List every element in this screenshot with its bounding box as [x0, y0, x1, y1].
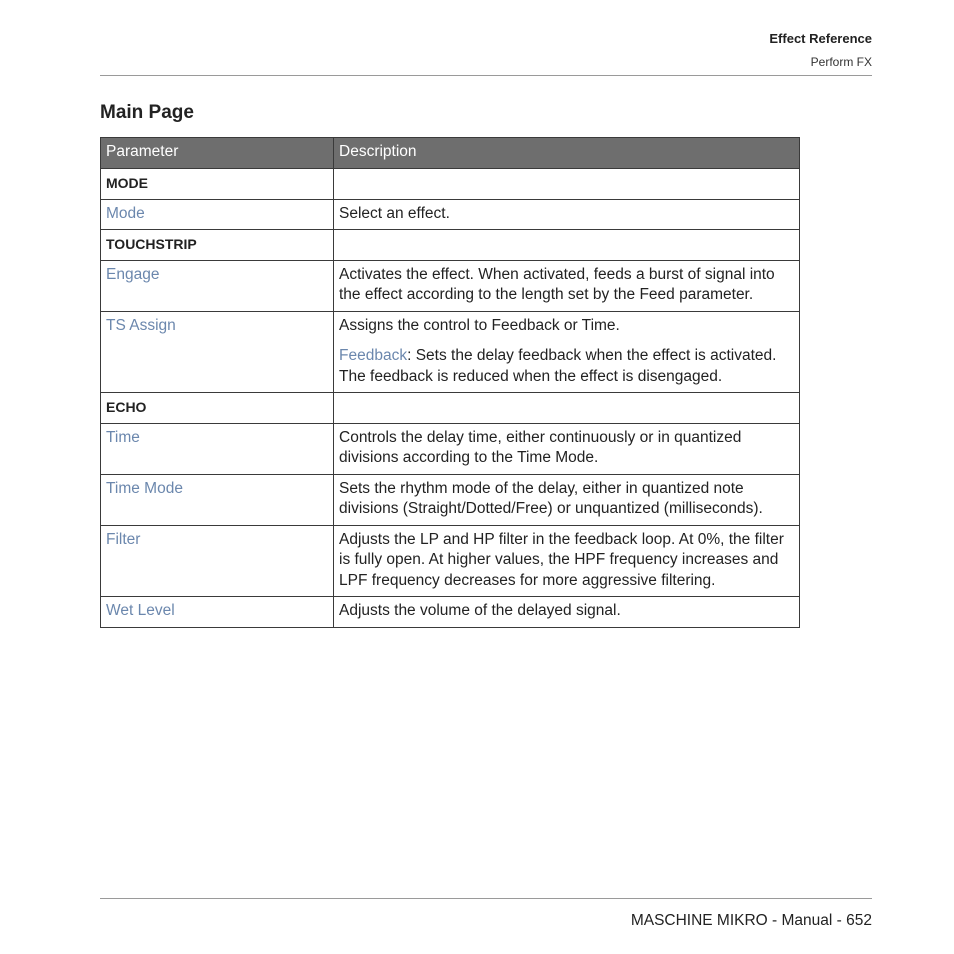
- table-row: [101, 597, 800, 628]
- category-empty-cell: [334, 230, 800, 261]
- footer-divider: [100, 898, 872, 899]
- description-subtext: [339, 346, 794, 387]
- param-link-wet-level[interactable]: Wet Level: [101, 597, 334, 628]
- param-description: [334, 311, 800, 393]
- category-empty-cell: [334, 169, 800, 200]
- param-description: [334, 199, 800, 230]
- param-link-engage[interactable]: Engage: [101, 260, 334, 311]
- param-description: [334, 474, 800, 525]
- param-link-ts-assign[interactable]: TS Assign: [101, 311, 334, 393]
- param-description: [334, 260, 800, 311]
- category-empty-cell: [334, 393, 800, 424]
- category-label: ECHO: [101, 393, 334, 424]
- page-footer: MASCHINE MIKRO - Manual - 652: [630, 912, 872, 929]
- page-header-subtitle: Perform FX: [810, 55, 872, 69]
- table-row: [101, 525, 800, 597]
- table-row: [101, 423, 800, 474]
- description-text: Controls the delay time, either continuously or in quantized divisions according to the Time Mode.: [339, 428, 742, 466]
- param-description: [334, 423, 800, 474]
- description-text: Adjusts the volume of the delayed signal.: [339, 602, 621, 619]
- column-header-parameter: Parameter: [101, 138, 334, 169]
- table-row: [101, 311, 800, 393]
- param-link-time-mode[interactable]: Time Mode: [101, 474, 334, 525]
- category-label: TOUCHSTRIP: [101, 230, 334, 261]
- table-row: [101, 474, 800, 525]
- section-title: Main Page: [100, 102, 194, 123]
- table-row: [101, 260, 800, 311]
- category-row: [101, 169, 800, 200]
- param-description: [334, 597, 800, 628]
- parameter-table: [100, 137, 800, 628]
- category-label: MODE: [101, 169, 334, 200]
- param-link-time[interactable]: Time: [101, 423, 334, 474]
- page-header-title: Effect Reference: [769, 31, 872, 46]
- param-link-mode[interactable]: Mode: [101, 199, 334, 230]
- description-text: Activates the effect. When activated, feeds a burst of signal into the effect according to the length set by the Feed parameter.: [339, 265, 775, 303]
- feedback-link[interactable]: Feedback: [339, 347, 408, 364]
- description-text: Select an effect.: [339, 204, 450, 222]
- category-row: [101, 393, 800, 424]
- description-text: Assigns the control to Feedback or Time.: [339, 316, 620, 334]
- param-description: [334, 525, 800, 597]
- description-text: Adjusts the LP and HP filter in the feedback loop. At 0%, the filter is fully open. At higher values, the HPF frequency increases and LPF frequency decreases for more aggressive filtering.: [339, 530, 784, 589]
- param-link-filter[interactable]: Filter: [101, 525, 334, 597]
- table-header-row: [101, 138, 800, 169]
- column-header-description: Description: [334, 138, 800, 169]
- header-divider: [100, 75, 872, 76]
- feedback-description: : Sets the delay feedback when the effect is activated. The feedback is reduced when the effect is disengaged.: [339, 347, 777, 385]
- table-row: [101, 199, 800, 230]
- category-row: [101, 230, 800, 261]
- description-text: Sets the rhythm mode of the delay, either in quantized note divisions (Straight/Dotted/Free) or unquantized (milliseconds).: [339, 479, 763, 517]
